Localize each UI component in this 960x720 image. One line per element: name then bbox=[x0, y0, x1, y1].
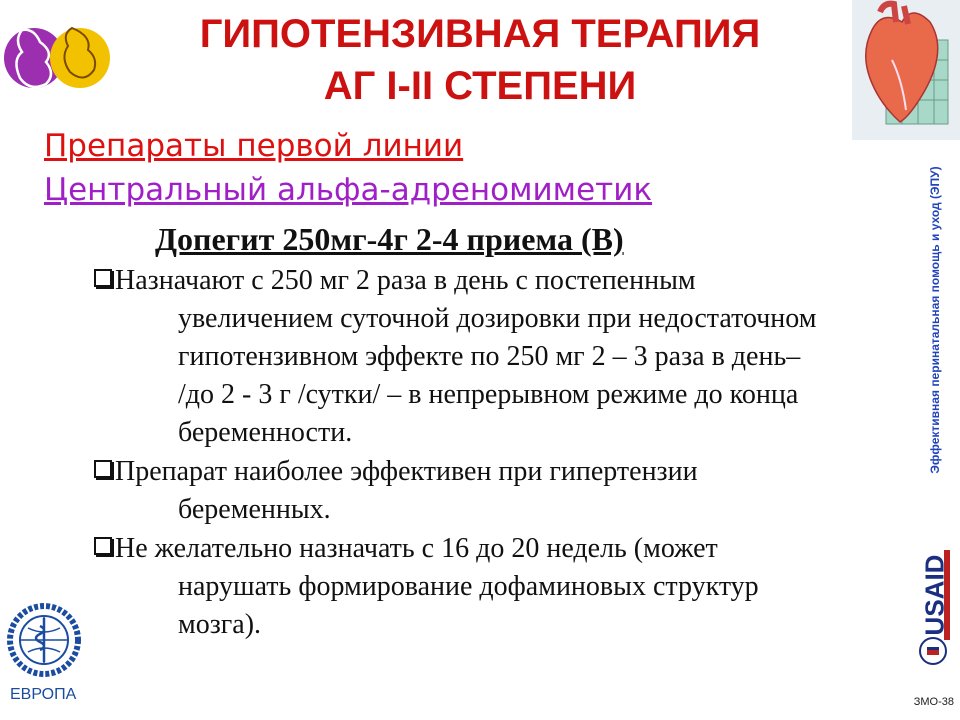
bullet-continuation: мозга). bbox=[178, 609, 262, 640]
bullet-text: Препарат наиболее эффективен при гипертензии bbox=[115, 456, 698, 487]
checkbox-bullet-icon bbox=[94, 269, 112, 287]
bullet-continuation: /до 2 - 3 г /сутки/ – в непрерывном режиме до конца bbox=[178, 379, 799, 410]
side-caption bbox=[920, 150, 950, 490]
mother-child-logo bbox=[0, 0, 120, 110]
list-item bbox=[90, 530, 920, 644]
side-caption-text: Эффективная перинатальная помощь и уход (ЭПУ) bbox=[928, 166, 942, 474]
title-line-2: АГ I-II СТЕПЕНИ bbox=[323, 64, 637, 108]
who-region-label: ЕВРОПА bbox=[10, 686, 77, 703]
bullet-continuation: увеличением суточной дозировки при недостаточном bbox=[178, 303, 817, 334]
usaid-logo-text: USAID bbox=[919, 554, 950, 636]
subtitle-first-line: Препараты первой линии bbox=[44, 128, 464, 164]
list-item bbox=[90, 262, 920, 452]
checkbox-bullet-icon bbox=[94, 537, 112, 555]
who-emblem-logo bbox=[6, 600, 82, 682]
page-title bbox=[150, 8, 810, 112]
subtitle-drug-class: Центральный альфа-адреномиметик bbox=[44, 172, 653, 208]
checkbox-bullet-icon bbox=[94, 460, 112, 478]
heart-illustration bbox=[852, 0, 960, 140]
title-line-1: ГИПОТЕНЗИВНАЯ ТЕРАПИЯ bbox=[199, 12, 761, 56]
drug-heading: Допегит 250мг-4г 2-4 приема (В) bbox=[155, 221, 624, 257]
bullet-continuation: нарушать формирование дофаминовых структур bbox=[178, 571, 759, 602]
bullet-text: Назначают с 250 мг 2 раза в день с постепенным bbox=[115, 265, 696, 296]
bullet-text: Не желательно назначать с 16 до 20 недель (может bbox=[115, 533, 718, 564]
usaid-seal-icon bbox=[918, 636, 948, 666]
bullet-continuation: гипотензивном эффекте по 250 мг 2 – 3 раза в день– bbox=[178, 341, 801, 372]
list-item bbox=[90, 453, 920, 529]
slide-code: ЗМО-38 bbox=[913, 696, 954, 708]
bullet-continuation: беременности. bbox=[178, 417, 353, 448]
bullet-continuation: беременных. bbox=[178, 494, 331, 525]
